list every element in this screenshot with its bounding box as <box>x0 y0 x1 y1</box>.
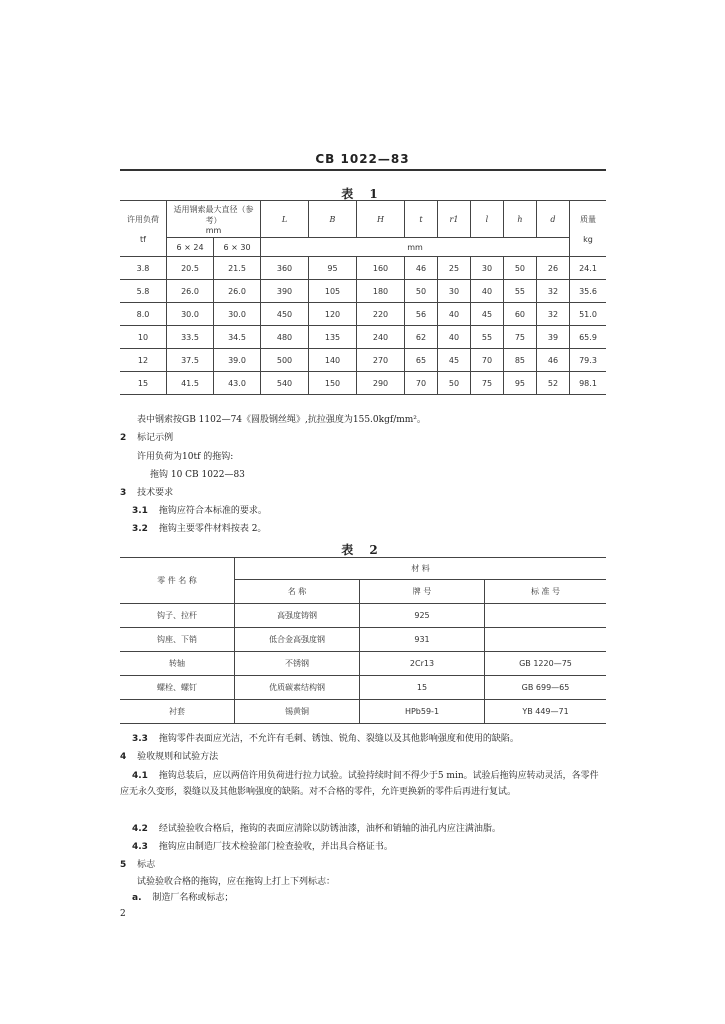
table-cell: 75 <box>470 372 503 395</box>
table-cell: 5.8 <box>120 280 167 303</box>
section4-2-text: 经试验验收合格后，拖钩的表面应清除以防锈油漆，油杯和销轴的油孔内应注满油脂。 <box>158 824 501 834</box>
table-cell: 55 <box>503 280 536 303</box>
table1-header-l: l <box>470 201 503 238</box>
table-cell: 20.5 <box>167 257 214 280</box>
table2-header-material: 材 料 <box>235 558 607 580</box>
table1-header-sub2: 6 × 30 <box>214 238 261 257</box>
table-cell: 931 <box>360 628 485 652</box>
table1-header-load-label: 许用负荷 <box>127 214 159 224</box>
table1-caption: 表 1 <box>341 187 384 201</box>
table-cell <box>485 604 607 628</box>
table-cell: 钩座、下销 <box>120 628 235 652</box>
table-cell: 26.0 <box>167 280 214 303</box>
section4-2-number: 4.2 <box>132 824 148 834</box>
section3-3-number: 3.3 <box>132 734 148 744</box>
table-cell: 46 <box>536 349 569 372</box>
table-cell: 60 <box>503 303 536 326</box>
table-row <box>120 372 606 395</box>
table-cell: 240 <box>357 326 405 349</box>
table1-header-h: h <box>503 201 536 238</box>
section5-heading <box>120 859 155 872</box>
table1-header-dims-unit: mm <box>261 238 570 257</box>
table-cell: 360 <box>261 257 309 280</box>
section3-2-number: 3.2 <box>132 524 148 534</box>
table-cell: 25 <box>437 257 470 280</box>
table-row <box>120 257 606 280</box>
section2-title: 标记示例 <box>137 433 174 443</box>
table-cell: 98.1 <box>570 372 607 395</box>
section3-heading <box>120 487 173 500</box>
table-cell: 120 <box>309 303 357 326</box>
table-row <box>120 700 606 724</box>
table-cell: 270 <box>357 349 405 372</box>
table2-body <box>120 604 606 724</box>
table-cell: 290 <box>357 372 405 395</box>
table1-header-t: t <box>405 201 438 238</box>
table-cell: 390 <box>261 280 309 303</box>
table-cell: 62 <box>405 326 438 349</box>
section3-3 <box>132 733 606 746</box>
table-cell: 32 <box>536 303 569 326</box>
page-number: 2 <box>120 909 126 919</box>
table-cell: 40 <box>437 326 470 349</box>
table-cell: 21.5 <box>214 257 261 280</box>
table-cell: 70 <box>405 372 438 395</box>
table-cell: 925 <box>360 604 485 628</box>
table-cell: HPb59-1 <box>360 700 485 724</box>
section3-number: 3 <box>120 488 127 498</box>
table-cell: 55 <box>470 326 503 349</box>
table-cell: 钩子、拉杆 <box>120 604 235 628</box>
table2 <box>120 557 606 724</box>
table-cell: 52 <box>536 372 569 395</box>
section5-item-a-number: a. <box>132 893 142 903</box>
table-cell: 24.1 <box>570 257 607 280</box>
table-row <box>120 676 606 700</box>
table-cell: 45 <box>437 349 470 372</box>
table2-caption: 表 2 <box>341 543 384 557</box>
table-cell: 螺栓、螺钉 <box>120 676 235 700</box>
table-cell: 65.9 <box>570 326 607 349</box>
table-cell: 140 <box>309 349 357 372</box>
table-row <box>120 604 606 628</box>
section4-heading <box>120 751 218 764</box>
table-cell: 70 <box>470 349 503 372</box>
table2-header-name: 名 称 <box>235 580 360 604</box>
section3-2 <box>132 523 266 536</box>
table-cell: 180 <box>357 280 405 303</box>
section5-title: 标志 <box>137 860 156 870</box>
table1-header-d: d <box>536 201 569 238</box>
table-cell: 32 <box>536 280 569 303</box>
table-cell: 15 <box>360 676 485 700</box>
table1 <box>120 200 606 395</box>
table1-header-B: B <box>309 201 357 238</box>
table1-header-H: H <box>357 201 405 238</box>
table-cell: 150 <box>309 372 357 395</box>
table-cell: 26.0 <box>214 280 261 303</box>
section4-number: 4 <box>120 752 127 762</box>
table-cell: 480 <box>261 326 309 349</box>
section5-number: 5 <box>120 860 127 870</box>
table-row <box>120 326 606 349</box>
table1-header-wire <box>167 201 261 238</box>
table-cell: 500 <box>261 349 309 372</box>
table-cell: YB 449—71 <box>485 700 607 724</box>
section5-item-a <box>132 892 233 905</box>
page-header: CB 1022—83 <box>315 152 410 166</box>
section3-1-text: 拖钩应符合本标准的要求。 <box>158 506 267 516</box>
table-row <box>120 280 606 303</box>
section2-heading <box>120 432 173 445</box>
table1-header-L: L <box>261 201 309 238</box>
section4-2 <box>132 823 606 836</box>
section4-1 <box>120 768 606 800</box>
table2-header-std: 标 准 号 <box>485 580 607 604</box>
section4-3-number: 4.3 <box>132 842 148 852</box>
table-cell: 40 <box>437 303 470 326</box>
table-cell: 转轴 <box>120 652 235 676</box>
section3-3-text: 拖钩零件表面应光洁，不允许有毛刺、锈蚀、锐角、裂缝以及其他影响强度和使用的缺陷。 <box>158 734 519 744</box>
table-cell: 65 <box>405 349 438 372</box>
section4-1-text: 拖钩总装后，应以两倍许用负荷进行拉力试验。试验持续时间不得少于5 min。试验后拖钩应转动灵活，各零件应无永久变形，裂缝以及其他影响强度的缺陷。对不合格的零件，允许更换新的零件后再进行复试。 <box>120 771 599 797</box>
table1-header-mass <box>570 201 607 257</box>
table-cell: 75 <box>503 326 536 349</box>
table-cell: 34.5 <box>214 326 261 349</box>
section5-line1: 试验验收合格的拖钩，应在拖钩上打上下列标志： <box>137 877 336 887</box>
table-cell: 12 <box>120 349 167 372</box>
table-row <box>120 628 606 652</box>
section3-1-number: 3.1 <box>132 506 148 516</box>
table-cell: 540 <box>261 372 309 395</box>
table-cell: 450 <box>261 303 309 326</box>
section4-1-number: 4.1 <box>132 771 148 781</box>
table-cell: 43.0 <box>214 372 261 395</box>
table-row <box>120 349 606 372</box>
section2-line1: 许用负荷为10tf 的拖钩: <box>137 452 234 462</box>
table-cell: 220 <box>357 303 405 326</box>
table2-header-part: 零 件 名 称 <box>120 558 235 604</box>
table-cell: 160 <box>357 257 405 280</box>
table-cell: 56 <box>405 303 438 326</box>
table1-note: 表中钢索按GB 1102—74《圆股钢丝绳》,抗拉强度为155.0kgf/mm²。 <box>137 415 426 425</box>
section4-title: 验收规则和试验方法 <box>137 752 219 762</box>
table-cell: 衬套 <box>120 700 235 724</box>
table-cell: 不锈钢 <box>235 652 360 676</box>
table-cell: 10 <box>120 326 167 349</box>
table-cell: GB 1220—75 <box>485 652 607 676</box>
table-cell: 51.0 <box>570 303 607 326</box>
table-cell: 105 <box>309 280 357 303</box>
table-cell: 135 <box>309 326 357 349</box>
table-cell: 39 <box>536 326 569 349</box>
section2-line2: 拖钩 10 CB 1022—83 <box>150 470 245 480</box>
table-cell: 30.0 <box>167 303 214 326</box>
table-cell: 37.5 <box>167 349 214 372</box>
section4-3 <box>132 841 606 854</box>
section4-3-text: 拖钩应由制造厂技术检验部门检查验收，并出具合格证书。 <box>158 842 393 852</box>
table-cell: 15 <box>120 372 167 395</box>
table-cell: 46 <box>405 257 438 280</box>
table1-body <box>120 257 606 395</box>
table1-header-wire-unit: mm <box>205 225 222 235</box>
section3-2-text: 拖钩主要零件材料按表 2。 <box>158 524 267 534</box>
table-cell: 95 <box>503 372 536 395</box>
header-rule <box>120 169 606 171</box>
table-cell: 30 <box>470 257 503 280</box>
table-cell: 39.0 <box>214 349 261 372</box>
table-cell: 35.6 <box>570 280 607 303</box>
table-cell: 3.8 <box>120 257 167 280</box>
table1-header-mass-unit: kg <box>583 234 593 244</box>
table-cell: 30 <box>437 280 470 303</box>
table1-header-load-unit: tf <box>140 234 146 244</box>
table-cell: 33.5 <box>167 326 214 349</box>
table1-header-mass-label: 质量 <box>580 214 596 224</box>
table-cell: 锡黄铜 <box>235 700 360 724</box>
table-row <box>120 652 606 676</box>
table1-header-wire-label: 适用钢索最大直径（参考） <box>173 204 254 225</box>
section5-item-a-text: 制造厂名称或标志； <box>152 893 234 903</box>
table-cell: 2Cr13 <box>360 652 485 676</box>
table-cell: 优质碳素结构钢 <box>235 676 360 700</box>
table-cell: 50 <box>405 280 438 303</box>
table1-header-sub1: 6 × 24 <box>167 238 214 257</box>
table2-header-grade: 牌 号 <box>360 580 485 604</box>
table-cell: 41.5 <box>167 372 214 395</box>
table-cell: 40 <box>470 280 503 303</box>
table-cell: 30.0 <box>214 303 261 326</box>
table-cell: 45 <box>470 303 503 326</box>
table-cell: 低合金高强度钢 <box>235 628 360 652</box>
table-cell: 8.0 <box>120 303 167 326</box>
table1-header-load <box>120 201 167 257</box>
table-cell: 85 <box>503 349 536 372</box>
table-cell: 79.3 <box>570 349 607 372</box>
table-cell <box>485 628 607 652</box>
section3-title: 技术要求 <box>137 488 174 498</box>
table-cell: GB 699—65 <box>485 676 607 700</box>
section3-1 <box>132 505 267 518</box>
table-cell: 50 <box>503 257 536 280</box>
table1-header-r1: r1 <box>437 201 470 238</box>
section2-number: 2 <box>120 433 127 443</box>
table-cell: 50 <box>437 372 470 395</box>
table-cell: 95 <box>309 257 357 280</box>
table-cell: 高强度铸钢 <box>235 604 360 628</box>
table-cell: 26 <box>536 257 569 280</box>
table-row <box>120 303 606 326</box>
